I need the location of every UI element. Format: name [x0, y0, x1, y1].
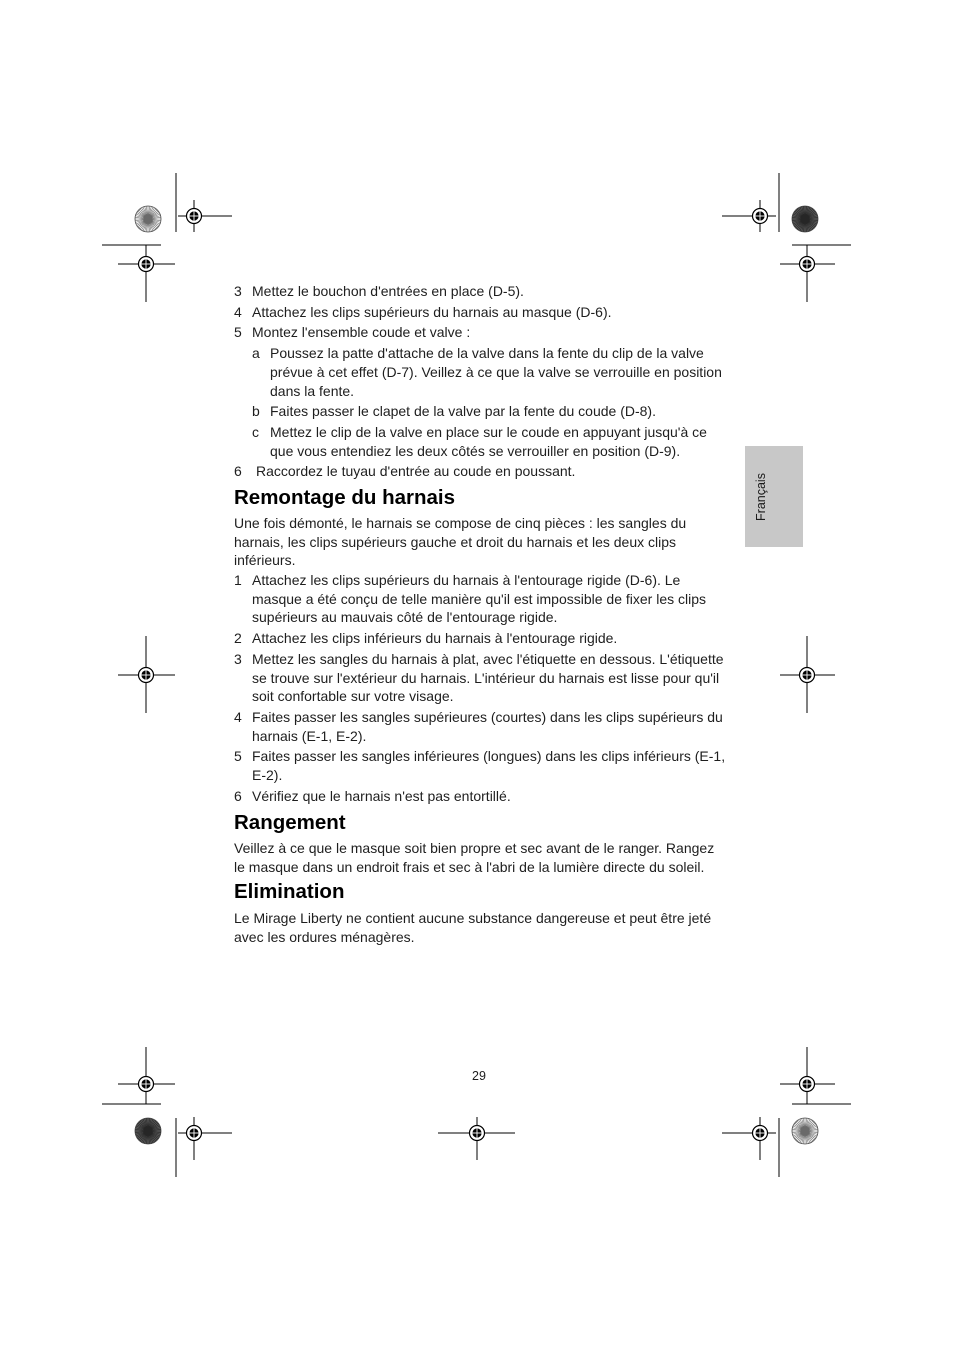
registration-target: [178, 1117, 232, 1160]
registration-target: [118, 636, 175, 713]
registration-target: [780, 1047, 835, 1104]
color-wheel-rays: [792, 1118, 818, 1144]
step-number: 4: [234, 708, 242, 725]
step-text: [252, 282, 734, 301]
paragraph-line: inférieurs.: [234, 552, 296, 569]
section-body: [234, 909, 734, 946]
text-line: Faites passer les sangles supérieures (courtes) dans les clips supérieurs du: [252, 708, 723, 725]
step-text: [252, 303, 734, 322]
text-line: Mettez les sangles du harnais à plat, avec l'étiquette en dessous. L'étiquette: [252, 650, 724, 667]
color-wheel-rays: [792, 206, 818, 232]
text-line: supérieurs au mauvais côté de l'entourage rigide.: [252, 609, 558, 626]
text-line: Montez l'ensemble coude et valve :: [252, 324, 471, 341]
substep-text: [270, 344, 734, 400]
text-line: soit confortable sur votre visage.: [252, 688, 454, 705]
substep-text: [270, 402, 734, 421]
step-number: 1: [234, 572, 242, 588]
step-number: 5: [234, 324, 242, 341]
step-number: 3: [234, 650, 242, 667]
step-text: [252, 323, 734, 460]
registration-target: [118, 1047, 175, 1104]
list-item: [234, 571, 734, 627]
registration-target: [722, 1117, 776, 1160]
assembly-steps-list: [234, 282, 734, 481]
text-line: se trouve sur l'extérieur du harnais. L'intérieur du harnais est lisse pour qu'il: [252, 669, 720, 686]
section-body: [234, 839, 734, 876]
step-text: [252, 571, 734, 627]
list-item: [234, 323, 734, 460]
registration-target: [722, 200, 776, 232]
step-text: [252, 629, 734, 648]
step-text: [256, 462, 734, 481]
color-wheel-rays: [135, 1118, 161, 1144]
paragraph-line: le masque dans un endroit frais et sec à l'abri de la lumière directe du soleil.: [234, 858, 705, 875]
registration-target: [438, 1117, 515, 1160]
sub-list-item: [252, 402, 734, 421]
sub-steps-list: [252, 344, 734, 460]
sub-list-item: [252, 344, 734, 400]
text-line: Raccordez le tuyau d'entrée au coude en poussant.: [256, 463, 576, 480]
text-line: masque a été conçu de telle manière qu'il est impossible de fixer les clips: [252, 590, 707, 607]
step-number: 5: [234, 748, 242, 765]
step-number: 6: [234, 463, 242, 480]
list-item: [234, 462, 734, 481]
page-number: 29: [472, 1069, 486, 1083]
language-side-tab: [745, 446, 803, 547]
section-heading: Rangement: [234, 811, 346, 834]
paragraph-line: avec les ordures ménagères.: [234, 928, 415, 945]
paragraph-line: Une fois démonté, le harnais se compose de cinq pièces : les sangles du: [234, 515, 687, 531]
color-wheel: [135, 206, 161, 232]
paragraph-line: Veillez à ce que le masque soit bien propre et sec avant de le ranger. Rangez: [234, 840, 715, 856]
step-number: 2: [234, 630, 242, 647]
sub-list-item: [252, 423, 734, 460]
language-tab-label: Français: [754, 472, 768, 521]
list-item: [234, 747, 734, 784]
step-number: 3: [234, 283, 242, 299]
text-line: Poussez la patte d'attache de la valve dans la fente du clip de la valve: [270, 345, 704, 362]
text-line: E-2).: [252, 767, 283, 784]
harness-steps-list: [234, 571, 734, 805]
registration-target: [780, 245, 835, 302]
registration-target: [118, 245, 175, 302]
section-intro: [234, 514, 734, 570]
substep-letter: a: [252, 345, 260, 362]
section-heading: Elimination: [234, 880, 345, 903]
text-line: harnais (E-1, E-2).: [252, 727, 367, 744]
text-line: Vérifiez que le harnais n'est pas entortillé.: [252, 787, 511, 804]
list-item: [234, 650, 734, 706]
step-number: 4: [234, 303, 242, 320]
text-line: Mettez le bouchon d'entrées en place (D-5).: [252, 283, 524, 299]
step-text: [252, 650, 734, 706]
color-wheel: [792, 1118, 818, 1144]
substep-letter: b: [252, 403, 260, 420]
text-line: Attachez les clips supérieurs du harnais à l'entourage rigide (D-6). Le: [252, 572, 681, 588]
color-wheel: [792, 206, 818, 232]
section-heading: Remontage du harnais: [234, 486, 455, 509]
text-line: dans la fente.: [270, 382, 355, 399]
color-wheel: [135, 1118, 161, 1144]
text-line: Mettez le clip de la valve en place sur le coude en appuyant jusqu'à ce: [270, 423, 707, 440]
list-item: [234, 282, 734, 301]
step-text: [252, 747, 734, 784]
list-item: [234, 303, 734, 322]
text-line: prévue à cet effet (D-7). Veillez à ce que la valve se verrouille en position: [270, 363, 722, 380]
list-item: [234, 708, 734, 745]
list-item: [234, 787, 734, 806]
text-line: Faites passer le clapet de la valve par la fente du coude (D-8).: [270, 403, 656, 420]
paragraph-line: Le Mirage Liberty ne contient aucune substance dangereuse et peut être jeté: [234, 910, 712, 926]
step-text: [252, 787, 734, 806]
registration-target: [780, 636, 835, 713]
substep-letter: c: [252, 423, 259, 440]
text-line: Attachez les clips inférieurs du harnais à l'entourage rigide.: [252, 630, 618, 647]
text-line: Faites passer les sangles inférieures (longues) dans les clips inférieurs (E-1,: [252, 748, 726, 765]
text-line: Attachez les clips supérieurs du harnais au masque (D-6).: [252, 303, 612, 320]
paragraph-line: harnais, les clips supérieurs gauche et droit du harnais et les deux clips: [234, 533, 677, 550]
list-item: [234, 629, 734, 648]
text-line: que vous entendiez les deux côtés se verrouiller en position (D-9).: [270, 442, 681, 459]
substep-text: [270, 423, 734, 460]
registration-target: [178, 200, 232, 232]
step-number: 6: [234, 787, 242, 804]
color-wheel-rays: [135, 206, 161, 232]
step-text: [252, 708, 734, 745]
